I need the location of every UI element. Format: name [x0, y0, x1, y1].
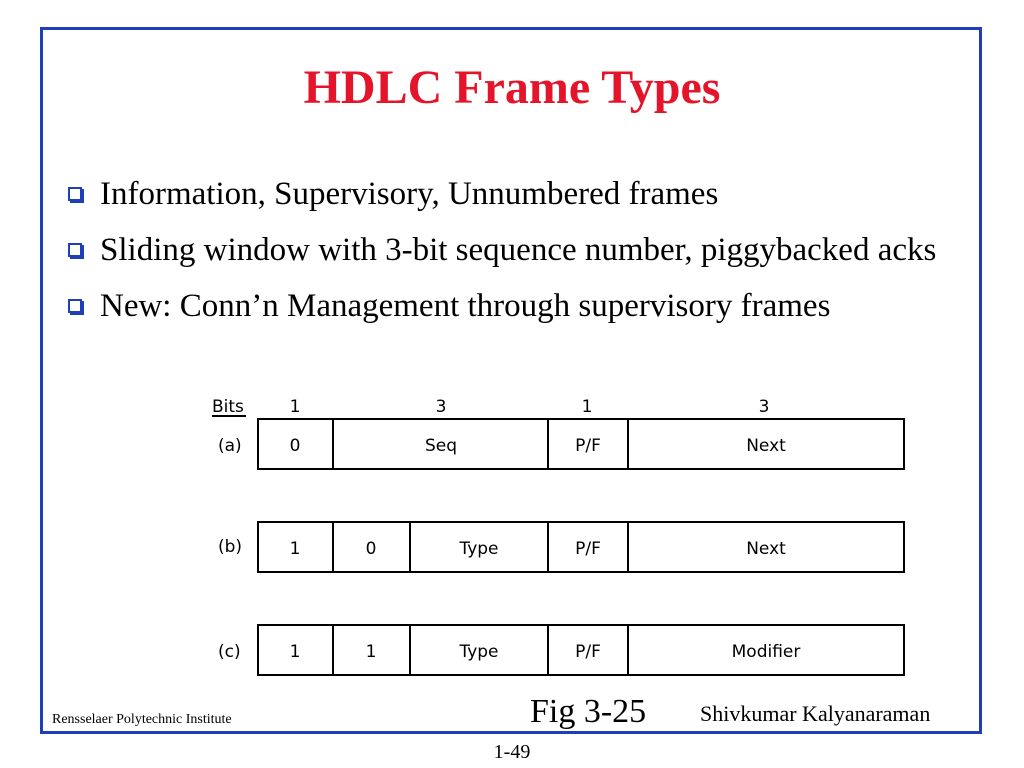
bullet-text: Sliding window with 3-bit sequence number, piggybacked acks: [100, 232, 937, 268]
bullet-text: New: Conn’n Management through supervisory frames: [100, 288, 831, 324]
bits-label: Bits: [212, 397, 244, 417]
slide-border: [40, 27, 982, 734]
slide-title: HDLC Frame Types: [303, 61, 721, 114]
field-cell: Type: [459, 642, 499, 662]
bullet-list: [68, 170, 988, 338]
figure-caption: Fig 3-25: [530, 693, 647, 730]
institute-name: Rensselaer Polytechnic Institute: [52, 712, 232, 727]
row-label: (c): [218, 642, 241, 662]
field-cell: P/F: [575, 539, 601, 559]
bit-width-label: 3: [435, 397, 447, 417]
bullet-item: [68, 226, 988, 274]
checkbox-bullet-icon: [68, 299, 82, 313]
field-cell: Next: [746, 436, 786, 456]
bit-width-label: 3: [758, 397, 770, 417]
field-cell: Seq: [424, 436, 458, 456]
checkbox-bullet-icon: [68, 187, 82, 201]
page-number: 1-49: [493, 741, 531, 763]
field-cell: 1: [365, 642, 377, 662]
field-cell: Next: [746, 539, 786, 559]
bullet-item: [68, 170, 988, 218]
field-cell: P/F: [575, 642, 601, 662]
author-name: Shivkumar Kalyanaraman: [700, 701, 931, 726]
field-cell: 1: [289, 642, 301, 662]
field-cell: P/F: [575, 436, 601, 456]
checkbox-bullet-icon: [68, 243, 82, 257]
bullet-text: Information, Supervisory, Unnumbered frames: [100, 176, 719, 212]
field-cell: 0: [365, 539, 377, 559]
bit-width-label: 1: [289, 397, 301, 417]
bit-width-label: 1: [581, 397, 593, 417]
bullet-item: [68, 282, 988, 330]
row-label: (a): [218, 436, 242, 456]
field-cell: Type: [459, 539, 499, 559]
row-label: (b): [218, 537, 243, 557]
field-cell: Modifier: [731, 642, 801, 662]
field-cell: 1: [289, 539, 301, 559]
field-cell: 0: [289, 436, 301, 456]
